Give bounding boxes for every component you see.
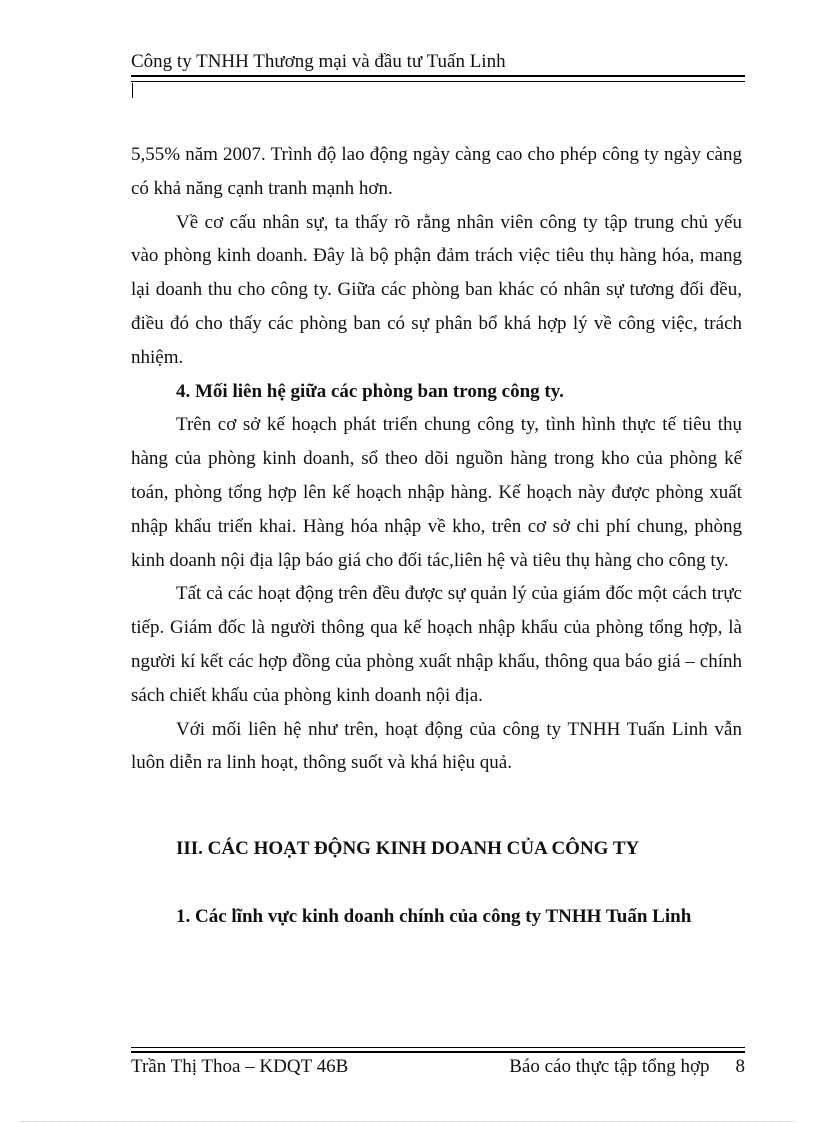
text-line: tiếp. Giám đốc là người thông qua kế hoạch nhập khẩu của phòng tổng hợp, là (131, 617, 742, 639)
text-cursor (132, 83, 133, 98)
text-line: sách chiết khấu của phòng kinh doanh nội địa. (131, 684, 483, 706)
text-line: điều đó cho thấy các phòng ban có sự phân bổ khá hợp lý về công việc, trách (131, 312, 742, 334)
subsection-heading-1: 1. Các lĩnh vực kinh doanh chính của công ty TNHH Tuấn Linh (176, 905, 692, 927)
text-line: nhiệm. (131, 346, 184, 368)
text-line: Trên cơ sở kế hoạch phát triển chung công ty, tình hình thực tế tiêu thụ (176, 414, 742, 436)
text-line: kinh doanh nội địa lập báo giá cho đối tác,liên hệ và tiêu thụ hàng cho công ty. (131, 549, 729, 571)
header-rule (131, 75, 745, 82)
text-line: lại doanh thu cho công ty. Giữa các phòng ban khác có nhân sự tương đối đều, (131, 279, 742, 301)
section-heading-4: 4. Mối liên hệ giữa các phòng ban trong công ty. (176, 380, 564, 402)
text-line: 5,55% năm 2007. Trình độ lao động ngày càng cao cho phép công ty ngày càng (131, 144, 742, 165)
text-line: có khả năng cạnh tranh mạnh hơn. (131, 177, 393, 199)
text-line: nhập khẩu triển khai. Hàng hóa nhập về kho, trên cơ sở chi phí chung, phòng (131, 515, 742, 537)
page-header (131, 50, 745, 82)
document-body (131, 138, 742, 934)
footer-report-title: Báo cáo thực tập tổng hợp (509, 1056, 710, 1077)
text-line: toán, phòng tổng hợp lên kế hoạch nhập hàng. Kế hoạch này được phòng xuất (131, 481, 742, 503)
text-line: Về cơ cấu nhân sự, ta thấy rõ rằng nhân viên công ty tập trung chủ yếu (176, 211, 742, 233)
footer-rule (131, 1047, 745, 1053)
text-line: luôn diễn ra linh hoạt, thông suốt và khá hiệu quả. (131, 752, 512, 774)
footer-author: Trần Thị Thoa – KDQT 46B (131, 1056, 349, 1077)
text-line: vào phòng kinh doanh. Đây là bộ phận đảm trách việc tiêu thụ hàng hóa, mang (131, 245, 742, 267)
header-title: Công ty TNHH Thương mại và đầu tư Tuấn Linh (131, 51, 506, 72)
section-heading-iii: III. CÁC HOẠT ĐỘNG KINH DOANH CỦA CÔNG TY (176, 838, 640, 860)
text-line: hàng của phòng kinh doanh, sổ theo dõi nguồn hàng trong kho của phòng kế (131, 448, 742, 470)
page-edge-dots (20, 1121, 796, 1122)
text-line: Với mối liên hệ như trên, hoạt động của công ty TNHH Tuấn Linh vẫn (176, 718, 742, 740)
text-line: Tất cả các hoạt động trên đều được sự quản lý của giám đốc một cách trực (176, 583, 742, 605)
page-number: 8 (735, 1056, 745, 1077)
page-footer (131, 1046, 745, 1080)
text-line: người kí kết các hợp đồng của phòng xuất nhập khẩu, thông qua báo giá – chính (131, 650, 742, 672)
